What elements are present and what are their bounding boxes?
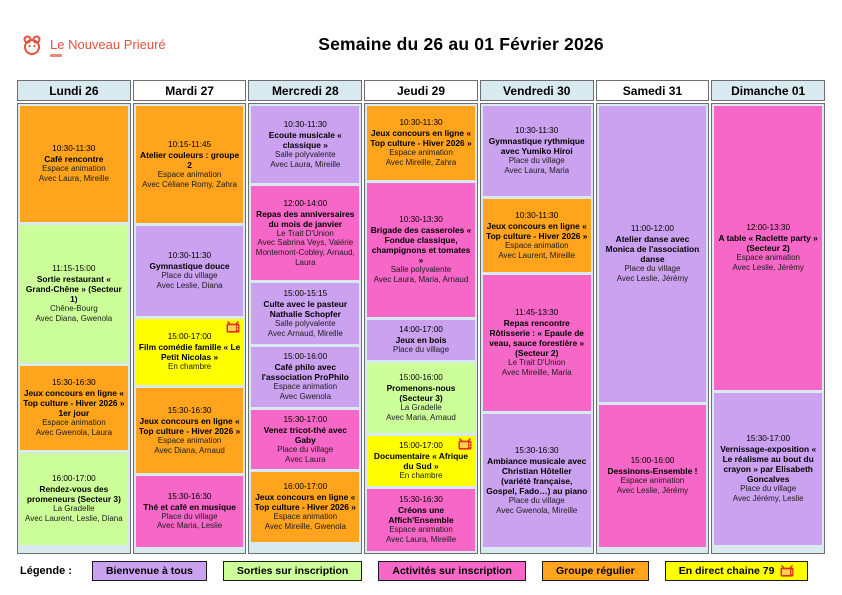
event-card [251,106,359,183]
legend-item [378,561,526,581]
event-detail: Avec Laura [285,454,326,464]
event-title: Dessinons-Ensemble ! [607,466,698,477]
app-logo [20,34,166,57]
event-card [251,410,359,469]
day-header: Jeudi 29 [364,80,478,101]
tv-icon [226,321,240,333]
event-card [367,436,475,486]
event-detail: Place du village [624,264,681,274]
day-column [248,80,362,554]
event-detail: Place du village [740,484,797,494]
event-time: 16:00-17:00 [283,482,328,492]
day-body [17,103,131,554]
day-column [364,80,478,554]
event-detail: Avec Laurent, Leslie, Diana [25,514,123,523]
event-card [136,226,244,316]
event-title: Ambiance musicale avec Christian Hôtelier (variété française, Gospel, Fado…) au piano [486,455,588,496]
event-title: Repas des anniversaires du mois de janvier [256,208,355,229]
event-title: Film comédie famille « Le Petit Nicolas » [138,342,241,363]
legend-item [92,561,207,581]
event-time: 15:30-16:30 [514,445,559,455]
event-detail: Avec Mireille, Zahra [385,158,457,167]
event-time: 14:00-17:00 [399,325,443,335]
event-detail: Espace animation [273,382,338,392]
event-title: Gymnastique douce [149,261,230,272]
event-card [367,320,475,360]
event-title: Venez tricot-thé avec Gaby [263,424,347,445]
event-time: 10:15-11:45 [168,139,212,149]
day-header: Dimanche 01 [711,80,825,101]
tv-icon [780,565,794,577]
event-detail: La Gradelle [400,403,442,413]
day-header: Mardi 27 [133,80,247,101]
event-detail: Place du village [508,156,565,166]
day-column [480,80,594,554]
event-detail: Espace animation [273,512,338,522]
page-title: Semaine du 26 au 01 Février 2026 [318,34,604,54]
event-time: 15:00-16:00 [630,456,675,466]
event-title: Atelier danse avec Monica de l'association danse [605,234,700,265]
event-card [367,183,475,317]
event-detail: Avec Laurent, Mireille [498,250,576,260]
event-title: Café philo avec l'association ProPhilo [261,362,349,383]
event-detail: Avec Gwenola, Mireille [496,505,578,515]
event-detail: Avec Laura, Mireille [270,159,341,169]
event-card [20,225,128,363]
event-card [483,199,591,272]
event-detail: Chêne-Bourg [50,304,98,314]
event-detail: Avec Diana, Gwenola [35,314,113,324]
day-body [711,103,825,554]
event-title: Culte avec le pasteur Nathalie Schopfer [263,298,348,319]
event-detail: Espace animation [42,164,106,174]
event-card [483,275,591,411]
event-time: 11:15-15:00 [52,264,96,274]
logo-text: Le Nouveau Prieuré [50,37,166,52]
event-time: 15:30-16:30 [52,378,96,388]
event-time: 15:30-16:30 [399,495,443,505]
legend-item [542,561,649,581]
event-time: 10:30-11:30 [168,251,212,261]
event-time: 10:30-11:30 [515,126,559,136]
legend-item-label: Groupe régulier [555,565,635,577]
event-time: 10:30-11:30 [283,119,327,129]
event-card [367,363,475,433]
day-header: Samedi 31 [596,80,710,101]
day-body [596,103,710,554]
day-header: Mercredi 28 [248,80,362,101]
event-title: Jeux en bois [395,335,447,346]
event-title: Jeux concours en ligne « Top culture - Hiver 2026 » 1er jour [23,388,125,419]
event-time: 15:30-16:30 [167,491,212,501]
day-header: Vendredi 30 [480,80,594,101]
event-card [714,393,822,545]
event-detail: En chambre [399,471,443,481]
event-time: 10:30-11:30 [399,118,443,128]
event-detail: Avec Leslie, Jérémy [732,263,804,272]
event-card [251,186,359,280]
event-time: 16:00-17:00 [52,474,96,484]
event-card [714,106,822,390]
event-title: Ecoute musicale « classique » [268,129,342,150]
event-detail: Salle polyvalente [390,265,452,275]
event-card [367,106,475,180]
event-title: Jeux concours en ligne « Top culture - Hiver 2026 » [254,492,356,513]
event-time: 10:30-11:30 [515,210,559,220]
event-time: 15:00-15:15 [283,288,328,298]
event-title: Repas rencontre Rôtisserie : « Epaule de veau, sauce forestière » (Secteur 2) [489,318,585,359]
day-body [364,103,478,554]
event-card [20,453,128,545]
event-detail: Avec Laura, Mireille [385,535,457,544]
event-detail: La Gradelle [53,504,95,514]
event-detail: Avec Arnaud, Mireille [267,328,343,338]
event-detail: Avec Mireille, Maria [501,368,572,378]
event-detail: Avec Leslie, Jérémy [616,485,689,495]
event-detail: Avec Maria, Leslie [156,521,223,531]
event-detail: Espace animation [504,240,569,250]
event-card [20,106,128,222]
event-detail: Place du village [161,511,218,521]
day-body [480,103,594,554]
day-column [133,80,247,554]
event-card [483,414,591,547]
legend-item [223,561,362,581]
event-detail: Avec Diana, Arnaud [154,445,225,455]
event-time: 15:30-16:30 [167,405,212,415]
event-card [599,106,707,402]
event-card [251,283,359,344]
event-detail: Espace animation [157,169,222,179]
event-detail: Place du village [508,495,565,505]
event-title: Vernissage-exposition « Le réalisme au bout du crayon » par Elisabeth Goncalves [720,444,817,485]
event-title: Gymnastique rythmique avec Yumiko Hiroi [488,136,585,157]
event-time: 15:00-17:00 [167,332,212,342]
event-card [483,106,591,196]
event-time: 15:00-17:00 [399,441,443,451]
week-calendar [17,80,825,554]
event-title: Atelier couleurs : groupe 2 [140,149,240,170]
event-title: Créons une Affich'Ensemble [388,505,454,526]
legend-item-label: Sorties sur inscription [236,565,349,577]
event-detail: Avec Gwenola, Laura [35,428,113,438]
event-detail: En chambre [168,362,212,372]
event-title: Jeux concours en ligne « Top culture - Hiver 2026 » [486,220,588,241]
event-detail: Avec Leslie, Jérémy [616,274,689,284]
event-detail: Espace animation [620,476,685,486]
event-detail: Espace animation [389,148,453,158]
event-card [20,366,128,450]
event-detail: Place du village [161,271,218,281]
legend-bar [20,561,830,581]
legend-item-label: En direct chaine 79 [678,565,775,577]
day-column [596,80,710,554]
legend-item-label: Activités sur inscription [392,565,512,577]
event-detail: Avec Leslie, Diana [156,280,223,290]
event-time: 10:30-13:30 [399,215,443,225]
event-detail: Avec Laura, Maria, Arnaud [373,275,469,285]
event-time: 10:30-11:30 [52,144,96,154]
day-header: Lundi 26 [17,80,131,101]
event-detail: Espace animation [42,418,106,428]
event-time: 11:45-13:30 [515,308,559,318]
event-detail: Espace animation [736,253,800,263]
event-detail: Espace animation [389,525,453,535]
event-title: Brigade des casseroles « Fondue classique, champignons et tomates » [370,225,472,266]
event-time: 15:00-16:00 [283,352,328,362]
legend-label: Légende : [20,565,72,577]
day-column [711,80,825,554]
event-detail: Avec Sabrina Veys, Valérie Montemont-Cobley, Arnaud, Laura [255,238,355,267]
event-title: Documentaire « Afrique du Sud » [373,451,469,472]
event-time: 15:30-17:00 [746,434,791,444]
legend-item [665,561,809,581]
event-card [599,405,707,547]
event-detail: Salle polyvalente [275,318,336,328]
event-detail: Avec Laura, Maria [504,166,570,175]
event-detail: Espace animation [157,435,222,445]
event-detail: Place du village [277,444,334,454]
event-detail: Avec Maria, Arnaud [386,413,456,422]
day-column [17,80,131,554]
event-title: Sortie restaurant « Grand-Chêne » (Secteur 1) [25,274,122,305]
event-title: A table « Raclette party » (Secteur 2) [718,233,818,254]
event-title: Thé et café en musique [143,501,236,512]
event-time: 15:00-16:00 [399,373,443,383]
event-time: 11:00-12:00 [630,224,674,234]
event-time: 12:00-13:30 [746,223,791,233]
event-detail: Avec Mireille, Gwenola [264,522,346,531]
legend-item-label: Bienvenue à tous [105,565,193,577]
event-detail: Avec Laura, Mireille [38,173,109,183]
event-card [136,476,244,547]
event-title: Rendez-vous des promeneurs (Secteur 3) [26,484,121,505]
event-detail: Le Trait D'Union [276,228,334,238]
event-card [136,319,244,385]
event-detail: Place du village [392,345,450,355]
event-detail: Avec Gwenola [279,392,332,401]
event-card [136,388,244,473]
tv-icon [458,438,472,450]
event-detail: Avec Jérémy, Leslie [732,494,804,504]
logo-tagline-mark [50,54,62,57]
event-title: Café rencontre [44,154,104,165]
event-title: Jeux concours en ligne « Top culture - Hiver 2026 » [138,415,241,436]
event-card [251,472,359,542]
event-card [136,106,244,223]
event-title: Jeux concours en ligne « Top culture - Hiver 2026 » [370,128,472,149]
event-detail: Le Trait D'Union [508,358,566,368]
event-detail: Salle polyvalente [275,149,336,159]
event-detail: Avec Céliane Romy, Zahra [142,179,237,189]
event-card [251,347,359,407]
event-time: 12:00-14:00 [283,198,328,208]
day-body [133,103,247,554]
event-time: 15:30-17:00 [283,414,328,424]
prieure-logo-icon [20,34,44,56]
event-title: Promenons-nous (Secteur 3) [386,383,456,404]
day-body [248,103,362,554]
event-card [367,489,475,551]
